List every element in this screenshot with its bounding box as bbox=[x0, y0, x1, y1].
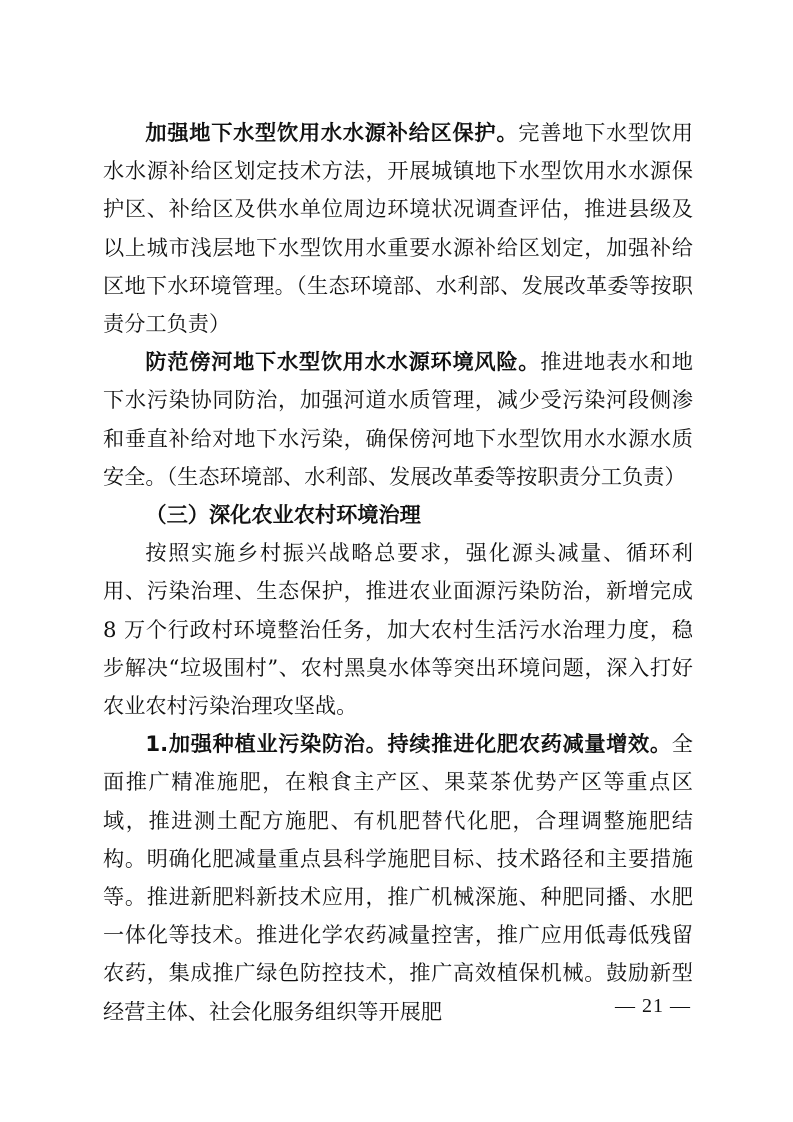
paragraph-body: 全面推广精准施肥，在粮食主产区、果菜茶优势产区等重点区域，推进测土配方施肥、有机肥替代化肥，合理调整施肥结构。明确化肥减量重点县科学施肥目标、技术路径和主要措施等。推进新肥料新技术应用，推广机械深施、种肥同播、水肥一体化等技术。推进化学农药减量控害，推广应用低毒低残留农药，集成推广绿色防控技术，推广高效植保机械。鼓励新型经营主体、社会化服务组织等开展肥 bbox=[103, 731, 693, 1024]
paragraph-lead: 1.加强种植业污染防治。持续推进化肥农药减量增效。 bbox=[145, 731, 672, 757]
section-heading: （三）深化农业农村环境治理 bbox=[145, 502, 421, 528]
section-intro: 按照实施乡村振兴战略总要求，强化源头减量、循环利用、污染治理、生态保护，推进农业面源污染防治，新增完成 8 万个行政村环境整治任务，加大农村生活污水治理力度，稳步解决“垃圾围村”、农村黑臭水体等突出环境问题，深入打好农业农村污染治理攻坚战。 bbox=[103, 540, 693, 719]
page-number: — 21 — bbox=[615, 995, 691, 1017]
paragraph-planting-pollution bbox=[103, 725, 693, 1031]
paragraph-lead: 加强地下水型饮用水水源补给区保护。 bbox=[145, 120, 519, 145]
paragraph-body: 推进地表水和地下水污染协同防治，加强河道水质管理，减少受污染河段侧渗和垂直补给对地下水污染，确保傍河地下水型饮用水水源水质安全。（生态环境部、水利部、发展改革委等按职责分工负责） bbox=[103, 349, 693, 489]
paragraph-riverside-risk bbox=[103, 343, 693, 496]
document-page bbox=[103, 114, 693, 1031]
paragraph-lead: 防范傍河地下水型饮用水水源环境风险。 bbox=[145, 349, 541, 375]
paragraph-body: 完善地下水型饮用水水源补给区划定技术方法，开展城镇地下水型饮用水水源保护区、补给区及供水单位周边环境状况调查评估，推进县级及以上城市浅层地下水型饮用水重要水源补给区划定，加强补给区地下水环境管理。（生态环境部、水利部、发展改革委等按职责分工负责） bbox=[103, 120, 693, 337]
paragraph-groundwater-recharge bbox=[103, 114, 693, 343]
